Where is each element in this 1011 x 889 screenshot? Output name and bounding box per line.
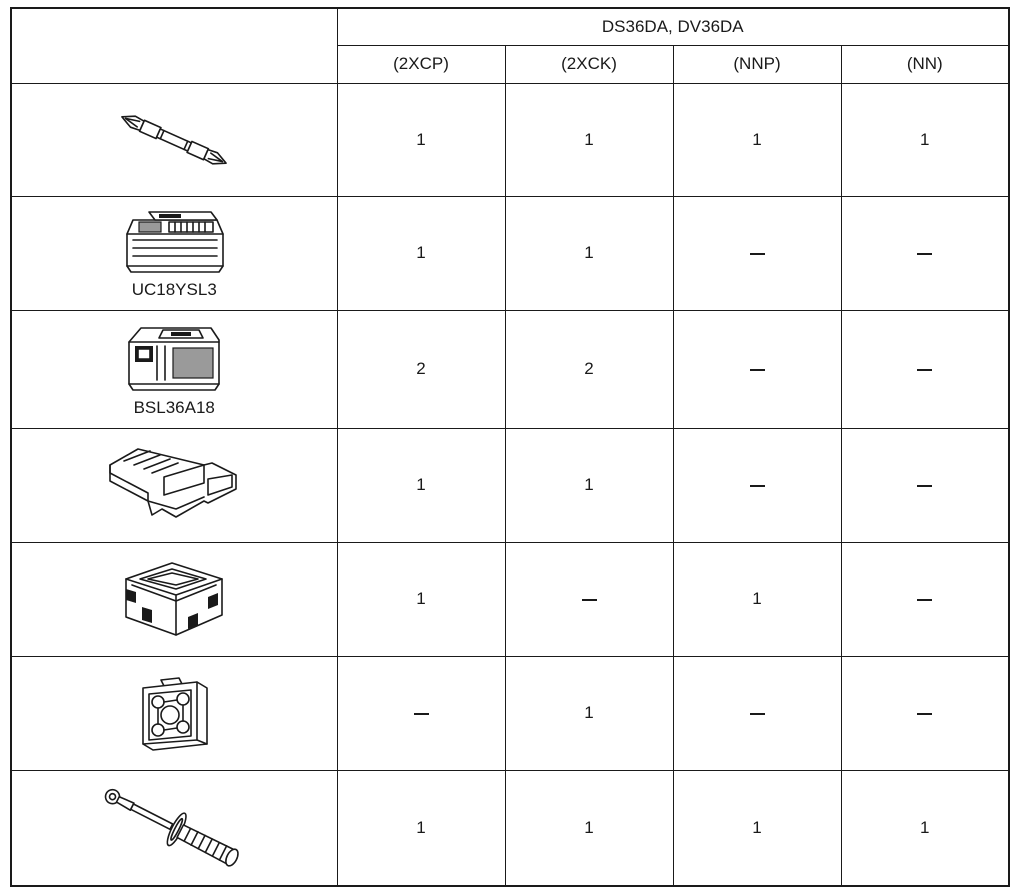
variant-header-nn: (NN) [841, 45, 1009, 83]
qty-cell: 1 [841, 83, 1009, 196]
system-case-icon [118, 557, 230, 641]
battery-pack-icon [119, 320, 229, 396]
header-row-models [11, 8, 1009, 45]
none-dash [750, 253, 765, 255]
qty-cell [673, 656, 841, 770]
case-inner-tray-icon [104, 443, 244, 527]
item-cell [11, 770, 337, 886]
qty-cell: 1 [505, 83, 673, 196]
qty-cell: 1 [673, 83, 841, 196]
qty-cell: 1 [673, 542, 841, 656]
qty-cell: 1 [337, 196, 505, 310]
variant-header-nnp: (NNP) [673, 45, 841, 83]
item-cell [11, 310, 337, 428]
qty-cell [841, 428, 1009, 542]
qty-cell [841, 656, 1009, 770]
qty-cell: 1 [337, 770, 505, 886]
item-cell [11, 428, 337, 542]
none-dash [917, 599, 932, 601]
model-group-header: DS36DA, DV36DA [337, 8, 1009, 45]
none-dash [750, 713, 765, 715]
qty-cell [505, 542, 673, 656]
table-row [11, 83, 1009, 196]
qty-cell [841, 542, 1009, 656]
table-row [11, 656, 1009, 770]
variant-header-2xcp: (2XCP) [337, 45, 505, 83]
none-dash [917, 485, 932, 487]
qty-cell: 2 [337, 310, 505, 428]
side-handle-icon [89, 780, 259, 876]
qty-cell: 1 [505, 428, 673, 542]
accessories-table [10, 7, 1010, 887]
qty-cell: 1 [505, 656, 673, 770]
qty-cell [673, 428, 841, 542]
item-cell [11, 83, 337, 196]
qty-cell [841, 196, 1009, 310]
battery-charger-icon [119, 206, 229, 278]
qty-cell [337, 656, 505, 770]
qty-cell: 1 [505, 770, 673, 886]
qty-cell: 1 [337, 542, 505, 656]
qty-cell: 1 [337, 83, 505, 196]
double-ended-bit-icon [109, 100, 239, 180]
table-row [11, 770, 1009, 886]
variant-header-2xck: (2XCK) [505, 45, 673, 83]
qty-cell [841, 310, 1009, 428]
qty-cell [673, 310, 841, 428]
none-dash [750, 485, 765, 487]
none-dash [414, 713, 429, 715]
qty-cell: 1 [505, 196, 673, 310]
table-row [11, 542, 1009, 656]
table-row [11, 310, 1009, 428]
qty-cell: 2 [505, 310, 673, 428]
item-cell [11, 196, 337, 310]
qty-cell: 1 [673, 770, 841, 886]
charger-model-label: UC18YSL3 [131, 280, 217, 299]
none-dash [917, 713, 932, 715]
item-cell [11, 542, 337, 656]
none-dash [582, 599, 597, 601]
table-row [11, 428, 1009, 542]
header-blank-cell [11, 8, 337, 83]
qty-cell [673, 196, 841, 310]
battery-model-label: BSL36A18 [133, 398, 215, 417]
qty-cell: 1 [841, 770, 1009, 886]
table-row [11, 196, 1009, 310]
carrying-case-icon [129, 668, 219, 758]
item-cell [11, 656, 337, 770]
none-dash [750, 369, 765, 371]
qty-cell: 1 [337, 428, 505, 542]
none-dash [917, 369, 932, 371]
none-dash [917, 253, 932, 255]
